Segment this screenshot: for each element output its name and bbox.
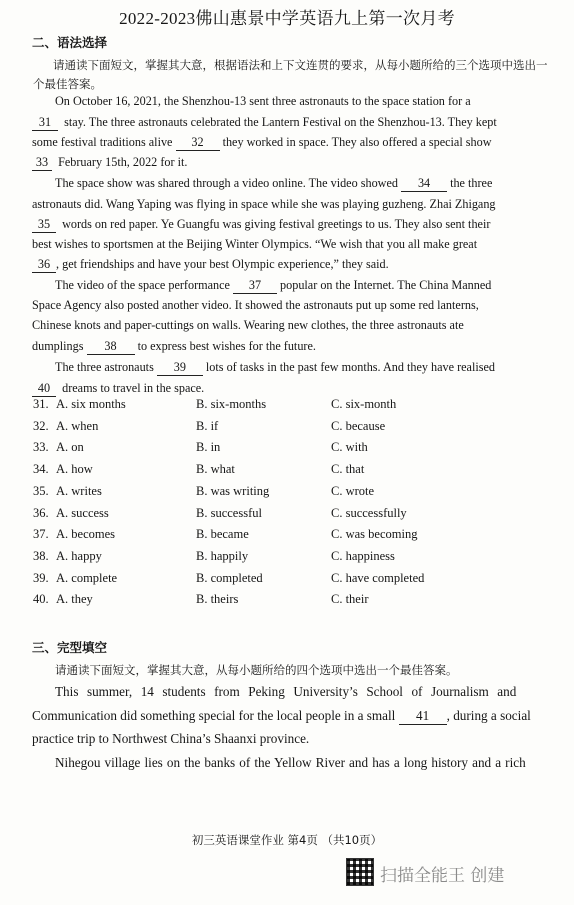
blank-37: 37: [233, 278, 277, 294]
option-b: B. happily: [196, 549, 249, 563]
passage-line: Space Agency also posted another video. It showed the astronauts put up some red lanterns,: [32, 298, 479, 312]
passage-text: dumplings: [32, 339, 84, 353]
passage-line: This summer, 14 students from Peking University’s School of Journalism and: [55, 684, 517, 699]
question-number: 37.: [33, 527, 49, 541]
option-a: A. complete: [56, 571, 118, 585]
passage-line: [32, 257, 389, 273]
blank-38: 38: [87, 339, 135, 355]
passage-text: Communication did something special for the local people in a small: [32, 708, 396, 723]
blank-34: 34: [401, 176, 447, 192]
passage-line: [55, 278, 491, 294]
scanner-watermark: 扫描全能王 创建: [380, 866, 505, 886]
question-number: 39.: [33, 571, 49, 585]
passage-text: , during a social: [446, 708, 531, 723]
option-a: A. writes: [56, 484, 102, 498]
option-a: A. when: [56, 419, 99, 433]
passage-line: [55, 176, 492, 192]
passage-line: [32, 115, 497, 131]
passage-text: February 15th, 2022 for it.: [58, 155, 188, 169]
passage-text: to express best wishes for the future.: [137, 339, 316, 353]
option-c: C. their: [331, 592, 369, 606]
section-heading-grammar: 二、语法选择: [32, 35, 108, 50]
passage-line: [32, 339, 316, 355]
instruction-line: 个最佳答案。: [33, 77, 102, 91]
option-a: A. on: [56, 440, 84, 454]
blank-31: 31: [32, 115, 58, 131]
option-b: B. six-months: [196, 397, 267, 411]
option-b: B. what: [196, 462, 235, 476]
passage-text: dreams to travel in the space.: [62, 381, 205, 395]
passage-line: Nihegou village lies on the banks of the Yellow River and has a long history and a rich: [55, 755, 526, 770]
blank-32: 32: [176, 135, 220, 151]
passage-line: Chinese knots and paper-cuttings on walls. Wearing new clothes, the three astronauts ate: [32, 318, 464, 332]
blank-41: 41: [399, 708, 447, 725]
page-title: 2022-2023佛山惠景中学英语九上第一次月考: [119, 9, 455, 28]
option-a: A. happy: [56, 549, 102, 563]
passage-text: some festival traditions alive: [32, 135, 173, 149]
option-b: B. successful: [196, 506, 262, 520]
passage-line: [32, 135, 492, 151]
passage-text: stay. The three astronauts celebrated the Lantern Festival on the Shenzhou-13. They kept: [64, 115, 497, 129]
passage-text: , get friendships and have your best Olympic experience,” they said.: [56, 257, 389, 271]
option-c: C. wrote: [331, 484, 375, 498]
passage-line: [32, 155, 187, 171]
option-a: A. six months: [56, 397, 126, 411]
passage-line: practice trip to Northwest China’s Shaanxi province.: [32, 731, 310, 746]
option-c: C. that: [331, 462, 365, 476]
question-number: 33.: [33, 440, 49, 454]
option-c: C. successfully: [331, 506, 407, 520]
option-b: B. was writing: [196, 484, 270, 498]
option-c: C. happiness: [331, 549, 395, 563]
question-number: 36.: [33, 506, 49, 520]
option-b: B. became: [196, 527, 249, 541]
blank-39: 39: [157, 360, 203, 376]
question-number: 38.: [33, 549, 49, 563]
passage-text: lots of tasks in the past few months. And they have realised: [205, 360, 495, 374]
passage-line: astronauts did. Wang Yaping was flying in space while she was playing guzheng. Zhai Zhigang: [32, 197, 496, 211]
option-a: A. they: [56, 592, 93, 606]
option-c: C. was becoming: [331, 527, 418, 541]
qr-code-icon: [346, 858, 374, 886]
option-a: A. how: [56, 462, 93, 476]
blank-35: 35: [32, 217, 56, 233]
option-c: C. with: [331, 440, 368, 454]
option-b: B. in: [196, 440, 221, 454]
question-number: 40.: [33, 592, 49, 606]
option-a: A. success: [56, 506, 109, 520]
question-number: 31.: [33, 397, 49, 411]
passage-text: words on red paper. Ye Guangfu was giving festival greetings to us. They also sent their: [62, 217, 491, 231]
question-number: 35.: [33, 484, 49, 498]
passage-line: [32, 708, 531, 725]
passage-line: [32, 381, 204, 397]
option-a: A. becomes: [56, 527, 116, 541]
passage-text: The three astronauts: [55, 360, 154, 374]
instruction-line: 请通读下面短文，掌握其大意，从每小题所给的四个选项中选出一个最佳答案。: [55, 663, 458, 677]
question-number: 34.: [33, 462, 49, 476]
section-heading-cloze: 三、完型填空: [32, 640, 108, 655]
option-b: B. if: [196, 419, 219, 433]
passage-text: The space show was shared through a video online. The video showed: [55, 176, 398, 190]
passage-text: the three: [450, 176, 493, 190]
option-b: B. completed: [196, 571, 263, 585]
passage-line: best wishes to sportsmen at the Beijing Winter Olympics. “We wish that you all make great: [32, 237, 478, 251]
passage-line: [32, 217, 490, 233]
instruction-line: 请通读下面短文，掌握其大意，根据语法和上下文连贯的要求，从每小题所给的三个选项中选出一: [53, 58, 548, 72]
page-footer: 初三英语课堂作业 第4页 （共10页）: [191, 833, 383, 847]
option-c: C. six-month: [331, 397, 397, 411]
question-number: 32.: [33, 419, 49, 433]
passage-line: On October 16, 2021, the Shenzhou-13 sent three astronauts to the space station for a: [55, 94, 471, 108]
option-c: C. have completed: [331, 571, 425, 585]
passage-text: popular on the Internet. The China Manned: [280, 278, 492, 292]
blank-33: 33: [32, 155, 52, 171]
blank-36: 36: [32, 257, 56, 273]
option-c: C. because: [331, 419, 386, 433]
option-b: B. theirs: [196, 592, 239, 606]
blank-40: 40: [32, 381, 56, 397]
passage-line: [55, 360, 495, 376]
passage-text: they worked in space. They also offered a special show: [222, 135, 492, 149]
passage-text: The video of the space performance: [55, 278, 230, 292]
